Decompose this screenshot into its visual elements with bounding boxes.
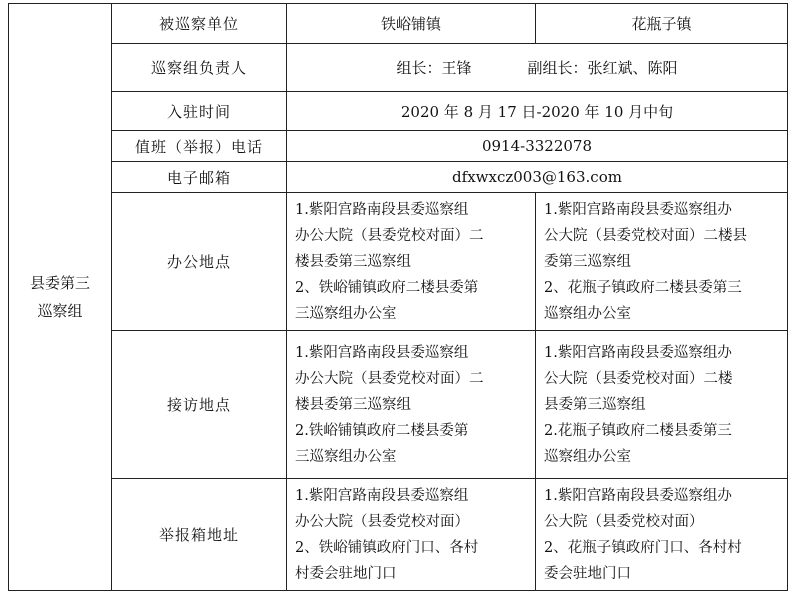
label-mailbox: 举报箱地址	[112, 479, 287, 591]
text-line: 委会驻地门口	[544, 565, 631, 582]
text-line: 委第三巡察组	[544, 253, 631, 270]
text-line: 三巡察组办公室	[295, 448, 397, 465]
label-inspected-unit: 被巡察单位	[112, 4, 287, 44]
text-line: 1.紫阳宫路南段县委巡察组	[295, 487, 469, 504]
reception-unit-b	[536, 331, 788, 479]
text-line: 公大院（县委党校对面）二楼县	[544, 227, 747, 244]
text-line: 公大院（县委党校对面）二楼	[544, 370, 733, 387]
text-line: 2.铁峪铺镇政府二楼县委第	[295, 422, 469, 439]
office-unit-a	[287, 193, 536, 331]
text-line: 办公大院（县委党校对面）二	[295, 227, 484, 244]
label-reception: 接访地点	[112, 331, 287, 479]
unit-a-name: 铁峪铺镇	[287, 4, 536, 44]
row-inspected-unit	[9, 4, 788, 44]
text-line: 2、铁峪铺镇政府门口、各村	[295, 539, 479, 556]
mailbox-unit-a	[287, 479, 536, 591]
label-office: 办公地点	[112, 193, 287, 331]
label-email: 电子邮箱	[112, 162, 287, 193]
email-value: dfxwxcz003@163.com	[287, 162, 788, 193]
mailbox-unit-b	[536, 479, 788, 591]
text-line: 1.紫阳宫路南段县委巡察组办	[544, 487, 732, 504]
label-leaders: 巡察组负责人	[112, 44, 287, 92]
text-line: 巡察组办公室	[544, 305, 631, 322]
text-line: 2、铁峪铺镇政府二楼县委第	[295, 279, 479, 296]
leaders-value	[287, 44, 788, 92]
text-line: 1.紫阳宫路南段县委巡察组办	[544, 344, 732, 361]
inspection-info-table	[8, 3, 788, 591]
text-line: 2、花瓶子镇政府门口、各村村	[544, 539, 742, 556]
text-line: 1.紫阳宫路南段县委巡察组	[295, 201, 469, 218]
phone-value: 0914-3322078	[287, 131, 788, 162]
text-line: 公大院（县委党校对面）	[544, 513, 704, 530]
row-phone	[9, 131, 788, 162]
row-email	[9, 162, 788, 193]
row-mailbox	[9, 479, 788, 591]
deputy-leader-names: 副组长：张红斌、陈阳	[527, 59, 678, 77]
label-period: 入驻时间	[112, 92, 287, 131]
text-line: 县委第三巡察组	[544, 396, 646, 413]
text-line: 1.紫阳宫路南段县委巡察组	[295, 344, 469, 361]
group-name-line: 县委第三	[29, 274, 90, 292]
row-leaders	[9, 44, 788, 92]
group-name-line: 巡察组	[37, 302, 83, 320]
label-phone: 值班（举报）电话	[112, 131, 287, 162]
period-value: 2020 年 8 月 17 日-2020 年 10 月中旬	[287, 92, 788, 131]
row-reception	[9, 331, 788, 479]
text-line: 三巡察组办公室	[295, 305, 397, 322]
inspection-group-cell	[9, 4, 112, 591]
text-line: 1.紫阳宫路南段县委巡察组办	[544, 201, 732, 218]
text-line: 2、花瓶子镇政府二楼县委第三	[544, 279, 742, 296]
row-period	[9, 92, 788, 131]
text-line: 2.花瓶子镇政府二楼县委第三	[544, 422, 732, 439]
text-line: 办公大院（县委党校对面）二	[295, 370, 484, 387]
text-line: 办公大院（县委党校对面）	[295, 513, 469, 530]
office-unit-b	[536, 193, 788, 331]
reception-unit-a	[287, 331, 536, 479]
leader-name: 组长：王锋	[396, 59, 472, 77]
text-line: 楼县委第三巡察组	[295, 253, 411, 270]
row-office	[9, 193, 788, 331]
text-line: 楼县委第三巡察组	[295, 396, 411, 413]
text-line: 巡察组办公室	[544, 448, 631, 465]
text-line: 村委会驻地门口	[295, 565, 397, 582]
unit-b-name: 花瓶子镇	[536, 4, 788, 44]
